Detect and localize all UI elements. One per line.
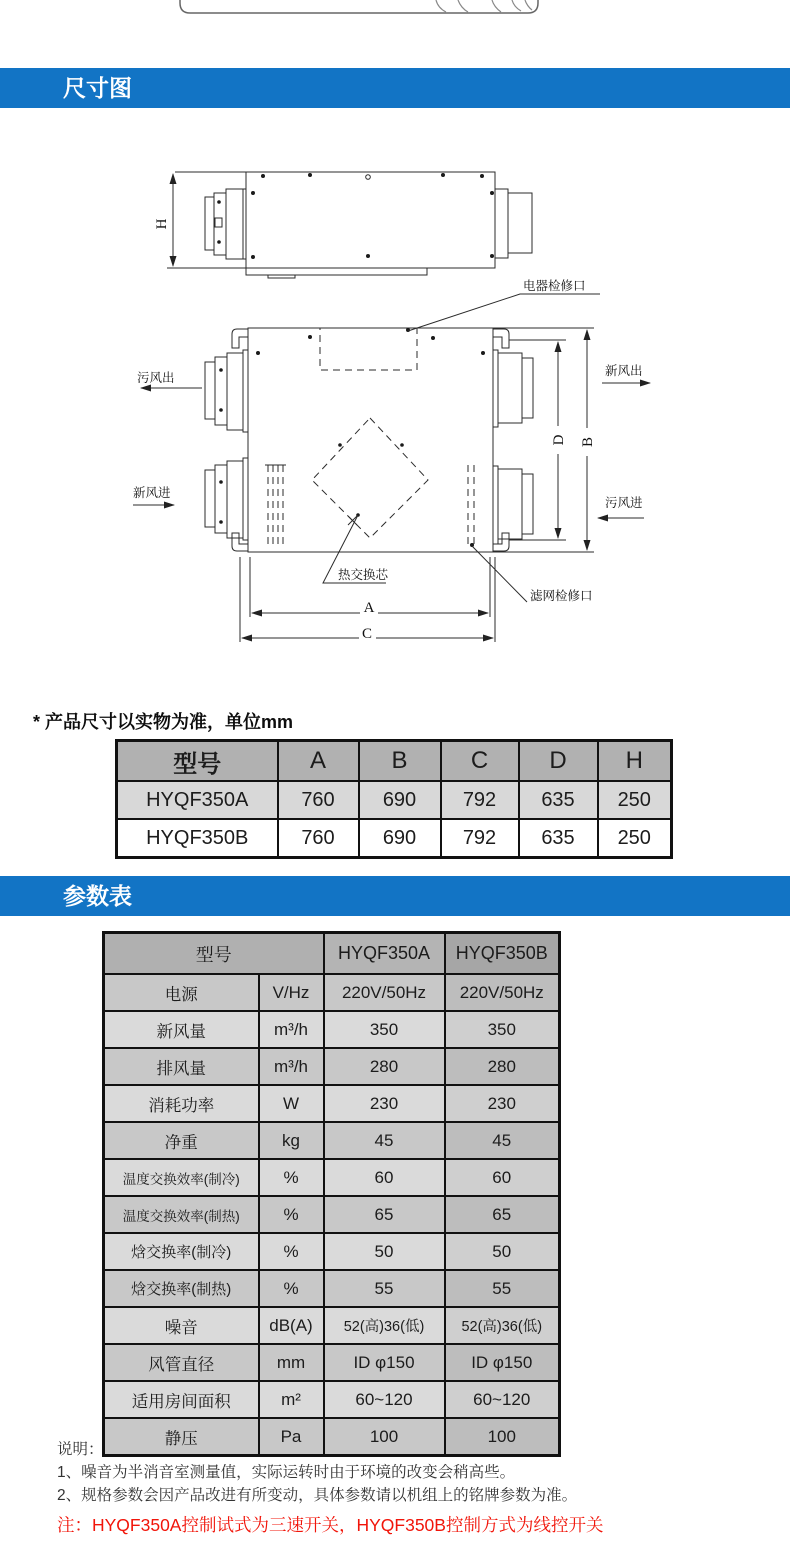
param-name: 静压 — [104, 1418, 259, 1456]
param-unit: V/Hz — [259, 974, 324, 1011]
dim-cell: 760 — [278, 781, 359, 819]
param-value-a: 350 — [324, 1011, 445, 1048]
param-unit: mm — [259, 1344, 324, 1381]
dim-letter-b: B — [580, 436, 596, 448]
dim-cell: 690 — [359, 781, 441, 819]
param-name: 适用房间面积 — [104, 1381, 259, 1418]
param-name: 焓交换率(制热) — [104, 1270, 259, 1307]
top-view — [205, 328, 533, 552]
dimension-diagram — [0, 105, 790, 653]
dim-letter-d: D — [551, 434, 567, 446]
airflow-annotations — [133, 363, 650, 518]
param-value-a: 50 — [324, 1233, 445, 1270]
param-name: 消耗功率 — [104, 1085, 259, 1122]
size-note: * 产品尺寸以实物为准，单位mm — [33, 712, 294, 732]
param-value-b: 45 — [445, 1122, 560, 1159]
param-unit: % — [259, 1196, 324, 1233]
param-value-a: 60 — [324, 1159, 445, 1196]
param-unit: % — [259, 1270, 324, 1307]
param-value-b: 100 — [445, 1418, 560, 1456]
param-value-b: 52(高)36(低) — [445, 1307, 560, 1344]
table-row — [104, 1233, 560, 1270]
table-row — [104, 1011, 560, 1048]
product-outline — [180, 0, 538, 13]
col-header-a: A — [278, 741, 359, 782]
param-value-a: 100 — [324, 1418, 445, 1456]
param-value-a: 220V/50Hz — [324, 974, 445, 1011]
vent-slots — [268, 465, 474, 548]
param-name: 风管直径 — [104, 1344, 259, 1381]
col-header-d: D — [519, 741, 598, 782]
param-unit: % — [259, 1159, 324, 1196]
param-header-350b: HYQF350B — [445, 933, 560, 975]
col-header-b: B — [359, 741, 441, 782]
dim-cell: 792 — [441, 819, 519, 858]
dim-cell: 635 — [519, 781, 598, 819]
param-unit: % — [259, 1233, 324, 1270]
param-unit: W — [259, 1085, 324, 1122]
col-header-model: 型号 — [117, 741, 278, 782]
param-unit: dB(A) — [259, 1307, 324, 1344]
label-filter-access: 滤网检修口 — [530, 589, 593, 603]
table-row — [104, 1048, 560, 1085]
table-row — [104, 1307, 560, 1344]
side-view — [175, 172, 532, 278]
table-row — [104, 974, 560, 1011]
fan-blade-lines — [436, 0, 532, 12]
table-row — [104, 1381, 560, 1418]
section-bar-dimensions — [0, 68, 790, 108]
param-value-b: 65 — [445, 1196, 560, 1233]
label-dirty-in: 污风进 — [605, 496, 643, 510]
param-value-a: 45 — [324, 1122, 445, 1159]
label-dirty-out: 污风出 — [137, 371, 175, 385]
param-name: 噪音 — [104, 1307, 259, 1344]
note-item: 1、噪音为半消音室测量值，实际运转时由于环境的改变会稍高些。 — [57, 1464, 516, 1481]
dim-cell: 250 — [598, 781, 672, 819]
table-row — [104, 1122, 560, 1159]
param-value-b: 60 — [445, 1159, 560, 1196]
param-value-b: 55 — [445, 1270, 560, 1307]
param-value-a: ID φ150 — [324, 1344, 445, 1381]
label-fresh-out: 新风出 — [605, 364, 643, 378]
param-unit: kg — [259, 1122, 324, 1159]
param-value-b: 350 — [445, 1011, 560, 1048]
table-row — [104, 1270, 560, 1307]
label-electric-access: 电器检修口 — [523, 279, 586, 293]
label-fresh-in: 新风进 — [133, 486, 171, 500]
dim-cell: 760 — [278, 819, 359, 858]
table-row — [104, 1159, 560, 1196]
param-name: 温度交换效率(制冷) — [104, 1159, 259, 1196]
param-value-a: 230 — [324, 1085, 445, 1122]
dim-cell: 690 — [359, 819, 441, 858]
param-unit: m³/h — [259, 1011, 324, 1048]
param-name: 新风量 — [104, 1011, 259, 1048]
dimension-table-header — [117, 741, 672, 782]
dim-letter-c: C — [361, 626, 373, 642]
param-value-b: 230 — [445, 1085, 560, 1122]
param-unit: Pa — [259, 1418, 324, 1456]
table-row — [104, 1196, 560, 1233]
notes-heading: 说明： — [57, 1441, 104, 1458]
param-value-a: 55 — [324, 1270, 445, 1307]
dim-cell: 635 — [519, 819, 598, 858]
param-value-b: 280 — [445, 1048, 560, 1085]
param-unit: m² — [259, 1381, 324, 1418]
section-title-parameters: 参数表 — [63, 883, 132, 909]
param-name: 电源 — [104, 974, 259, 1011]
label-core: 热交换芯 — [338, 568, 389, 582]
col-header-h: H — [598, 741, 672, 782]
dimension-table — [115, 739, 673, 859]
table-row — [117, 781, 672, 819]
param-name: 温度交换效率(制热) — [104, 1196, 259, 1233]
param-value-a: 65 — [324, 1196, 445, 1233]
table-row — [104, 1085, 560, 1122]
param-name: 排风量 — [104, 1048, 259, 1085]
table-row — [104, 1344, 560, 1381]
dim-letter-h: H — [154, 218, 170, 230]
section-bar-parameters — [0, 876, 790, 916]
model-cell: HYQF350B — [117, 819, 278, 858]
table-row — [117, 819, 672, 858]
param-name: 净重 — [104, 1122, 259, 1159]
param-name: 焓交换率(制冷) — [104, 1233, 259, 1270]
param-header-model: 型号 — [104, 933, 324, 975]
model-cell: HYQF350A — [117, 781, 278, 819]
param-unit: m³/h — [259, 1048, 324, 1085]
param-value-a: 280 — [324, 1048, 445, 1085]
dim-cell: 250 — [598, 819, 672, 858]
parameter-table-header — [104, 933, 560, 975]
section-title-dimensions: 尺寸图 — [63, 75, 132, 101]
param-value-b: ID φ150 — [445, 1344, 560, 1381]
param-value-b: 220V/50Hz — [445, 974, 560, 1011]
col-header-c: C — [441, 741, 519, 782]
notes-block — [57, 1438, 577, 1507]
control-warning-note: 注：HYQF350A控制试式为三速开关，HYQF350B控制方式为线控开关 — [57, 1515, 604, 1535]
top-product-art — [0, 0, 790, 64]
param-value-a: 52(高)36(低) — [324, 1307, 445, 1344]
dim-cell: 792 — [441, 781, 519, 819]
param-value-b: 60~120 — [445, 1381, 560, 1418]
dim-letter-a: A — [363, 600, 375, 616]
note-item: 2、规格参数会因产品改进有所变动，具体参数请以机组上的铭牌参数为准。 — [57, 1487, 578, 1504]
param-header-350a: HYQF350A — [324, 933, 445, 975]
param-value-a: 60~120 — [324, 1381, 445, 1418]
parameter-table — [102, 931, 561, 1457]
param-value-b: 50 — [445, 1233, 560, 1270]
